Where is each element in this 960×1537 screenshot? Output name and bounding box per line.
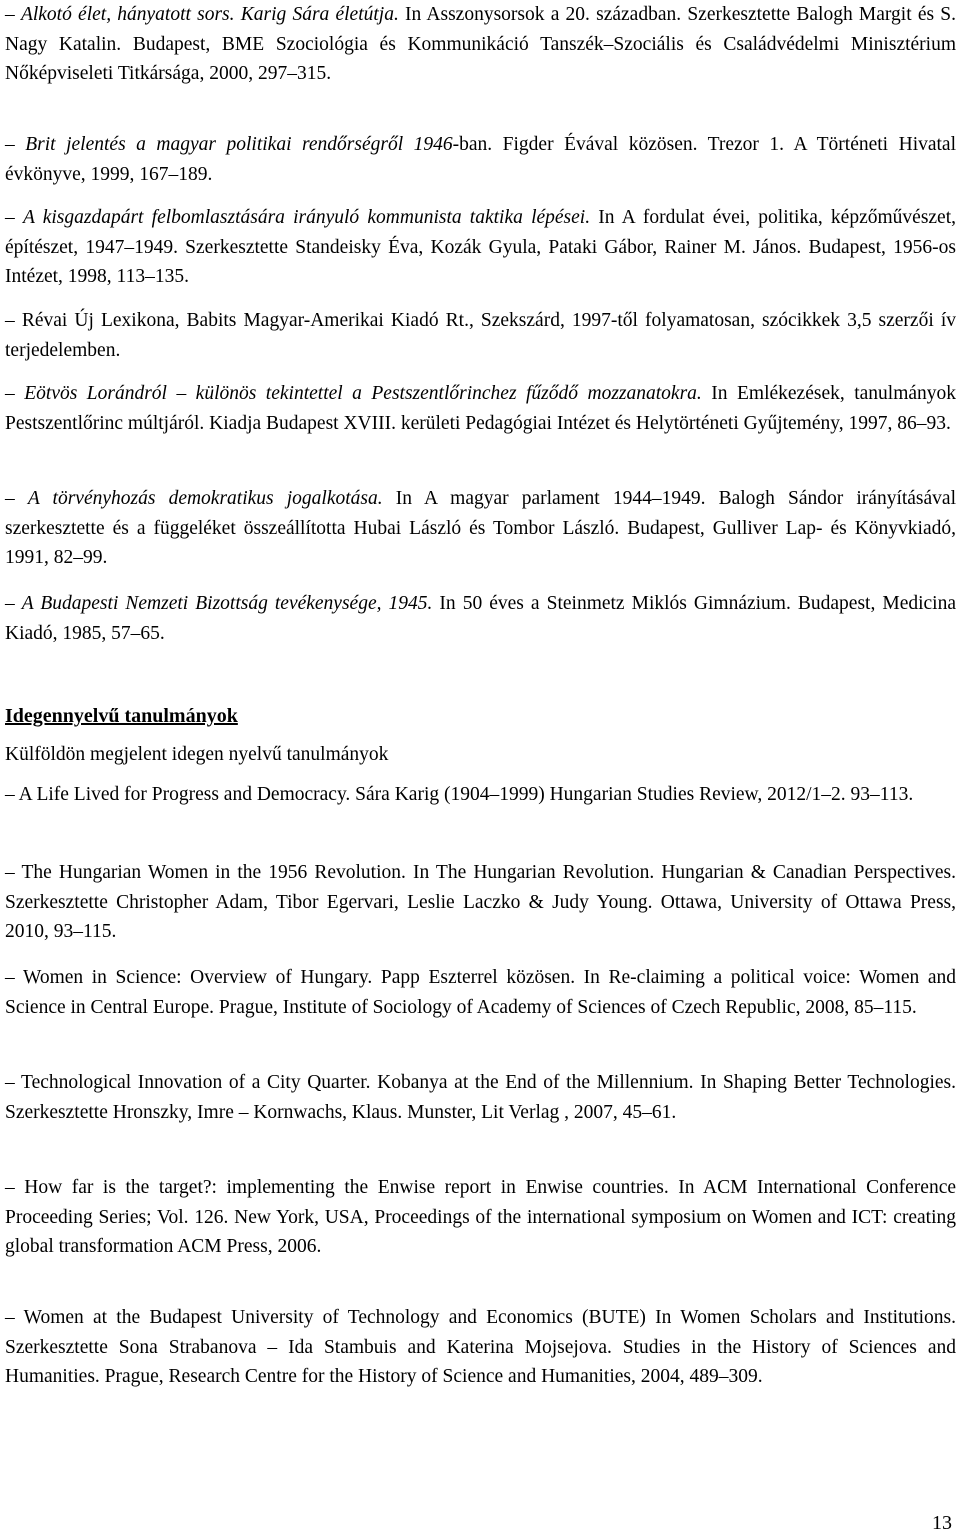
reference-entry <box>5 484 956 573</box>
entry-dash: – <box>5 593 15 614</box>
entry-title: A kisgazdapárt felbomlasztására irányuló kommunista taktika lépései. <box>22 207 591 228</box>
reference-entry <box>5 203 956 292</box>
entry-dash: – <box>5 967 15 988</box>
entry-details: Révai Új Lexikona, Babits Magyar-Amerikai Kiadó Rt., Szekszárd, 1997-től folyamatosan, szócikkek 3,5 szerzői ív terjedelemben. <box>5 310 956 361</box>
section-heading: Idegennyelvű tanulmányok <box>5 705 238 727</box>
page-number: 13 <box>932 1512 952 1534</box>
entry-text: A Life Lived for Progress and Democracy. Sára Karig (1904–1999) Hungarian Studies Review, 2012/1–2. 93–113. <box>18 784 914 805</box>
entry-text: The Hungarian Women in the 1956 Revolution. In The Hungarian Revolution. Hungarian & Canadian Perspectives. Szerkesztette Christopher Adam, Tibor Egervari, Leslie Laczko & Judy Young. Ottawa, University of Ottawa Press, 2010, 93–115. <box>5 862 956 942</box>
reference-entry <box>5 0 956 89</box>
entry-details: In A fordulat évei, politika, képzőművészet, építészet, 1947–1949. Szerkesztette Standeisky Éva, Kozák Gyula, Pataki Gábor, Rainer M. János. Budapest, 1956-os Intézet, 1998, 113–135. <box>5 207 957 287</box>
entry-details: In Emlékezések, tanulmányok Pestszentlőrinc múltjáról. Kiadja Budapest XVIII. kerületi Pedagógiai Intézet és Helytörténeti Gyűjtemény, 1997, 86–93. <box>5 383 957 434</box>
entry-dash: – <box>5 784 15 805</box>
entry-title: Alkotó élet, hányatott sors. Karig Sára életútja. <box>20 4 399 25</box>
entry-dash: – <box>5 1177 15 1198</box>
entry-details: -ban. Figder Évával közösen. Trezor 1. A Történeti Hivatal évkönyve, 1999, 167–189. <box>5 134 957 185</box>
entry-title: A törvényhozás demokratikus jogalkotása. <box>27 488 383 509</box>
reference-entry <box>5 1303 956 1392</box>
entry-dash: – <box>5 488 15 509</box>
entry-title: Brit jelentés a magyar politikai rendőrségről 1946 <box>25 134 453 155</box>
entry-title: A Budapesti Nemzeti Bizottság tevékenysége, 1945. <box>21 593 433 614</box>
entry-dash: – <box>5 383 15 404</box>
entry-dash: – <box>5 1307 15 1328</box>
reference-entry <box>5 130 956 189</box>
reference-entry <box>5 589 956 648</box>
entry-dash: – <box>5 4 15 25</box>
reference-entry <box>5 306 956 365</box>
reference-entry <box>5 858 956 947</box>
reference-entry <box>5 963 956 1022</box>
reference-entry <box>5 379 956 438</box>
entry-dash: – <box>5 862 15 883</box>
entry-dash: – <box>5 134 15 155</box>
entry-details: In Asszonysorsok a 20. században. Szerkesztette Balogh Margit és S. Nagy Katalin. Budapest, BME Szociológia és Kommunikáció Tanszék–Szociális és Családvédelmi Minisztérium Nőképviseleti Titkársága, 2000, 297–315. <box>5 4 956 84</box>
entry-title: Eötvös Lorándról – különös tekintettel a Pestszentlőrinchez fűződő mozzanatokra. <box>24 383 702 404</box>
entry-text: Technological Innovation of a City Quarter. Kobanya at the End of the Millennium. In Shaping Better Technologies. Szerkesztette Hronszky, Imre – Kornwachs, Klaus. Munster, Lit Verlag , 2007, 45–61. <box>5 1072 956 1123</box>
entry-details: In A magyar parlament 1944–1949. Balogh Sándor irányításával szerkesztette és a függeléket összeállította Hubai László és Tombor László. Budapest, Gulliver Lap- és Könyvkiadó, 1991, 82–99. <box>5 488 957 568</box>
reference-entry <box>5 1068 956 1127</box>
section-subheading: Külföldön megjelent idegen nyelvű tanulmányok <box>5 744 389 765</box>
entry-text: Women in Science: Overview of Hungary. Papp Eszterrel közösen. In Re-claiming a political voice: Women and Science in Central Europe. Prague, Institute of Sociology of Academy of Sciences of Czech Republic, 2008, 85–115. <box>5 967 956 1018</box>
reference-entry <box>5 1173 956 1262</box>
reference-entry <box>5 780 913 810</box>
entry-dash: – <box>5 1072 15 1093</box>
entry-text: How far is the target?: implementing the Enwise report in Enwise countries. In ACM International Conference Proceeding Series; Vol. 126. New York, USA, Proceedings of the international symposium on Women and ICT: creating global transformation ACM Press, 2006. <box>5 1177 957 1257</box>
entry-text: Women at the Budapest University of Technology and Economics (BUTE) In Women Scholars and Institutions. Szerkesztette Sona Strabanova – Ida Stambuis and Katerina Mojsejova. Studies in the History of Sciences and Humanities. Prague, Research Centre for the History of Science and Humanities, 2004, 489–309. <box>5 1307 957 1387</box>
entry-dash: – <box>5 310 15 331</box>
entry-dash: – <box>5 207 15 228</box>
entry-details: In 50 éves a Steinmetz Miklós Gimnázium. Budapest, Medicina Kiadó, 1985, 57–65. <box>5 593 956 644</box>
